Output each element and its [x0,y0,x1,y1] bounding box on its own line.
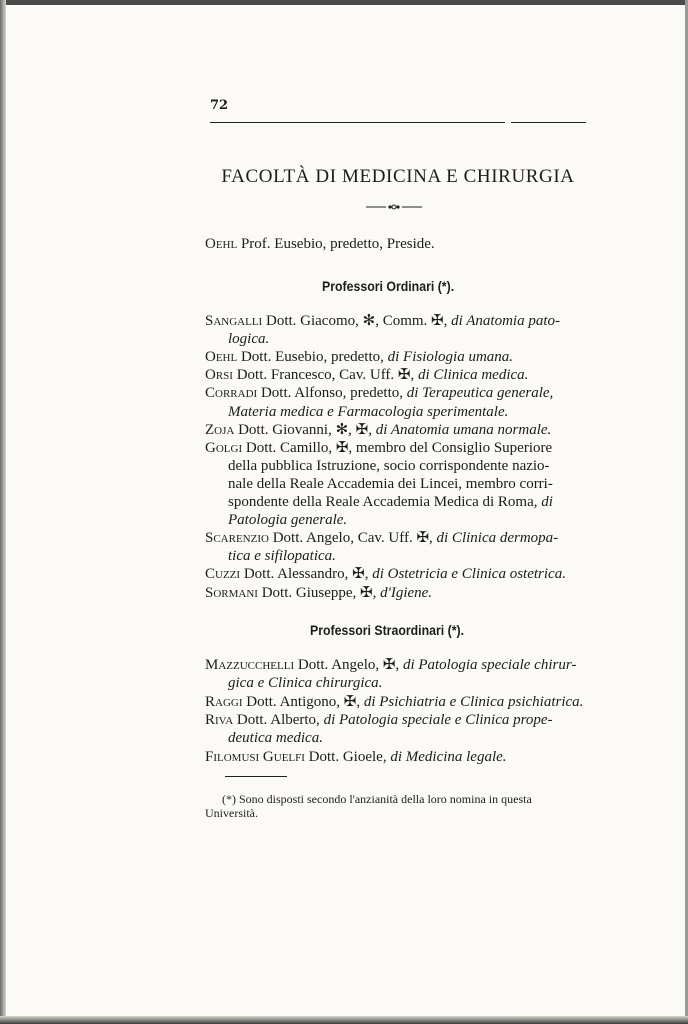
entry-line [205,312,560,330]
entry-line [205,748,507,766]
professor-surname: Corradi [205,385,258,402]
course-subject: di Medicina legale. [390,748,507,765]
entry-continuation-line [228,493,553,511]
course-subject: di Fisiologia umana. [387,349,514,366]
course-subject: di Patologia speciale chirur- [402,657,577,673]
professor-surname: Sormani [205,584,258,601]
entry-line [205,348,513,366]
entry-continuation-line [228,457,550,475]
entry-line [205,693,583,711]
professor-details: Dott. Giacomo, ✻, Comm. ✠, [262,313,452,329]
professor-details: spondente della Reale Accademia Medica di Roma, [228,494,542,510]
professor-details: Dott. Angelo, ✠, [294,657,403,673]
ornament-divider [364,203,424,211]
professor-surname: Mazzucchelli [205,657,295,673]
professor-surname: Filomusi Guelfi [205,748,305,765]
professor-surname: Oehl [205,349,238,366]
entry-line [205,384,553,402]
professor-surname: Sangalli [205,313,263,329]
professor-details: Dott. Angelo, Cav. Uff. ✠, [268,530,437,547]
professor-details: nale della Reale Accademia dei Lincei, membro corri- [228,475,553,492]
professor-surname: Orsi [205,367,233,384]
professor-surname: Cuzzi [205,566,241,583]
entry-line [205,584,432,602]
professor-details: Dott. Alfonso, predetto, [257,385,407,402]
course-subject: tica e sifilopatica. [228,548,336,565]
footnote-rule [225,776,287,777]
course-subject: di Clinica dermopa- [436,530,559,547]
professor-details: Dott. Giuseppe, ✠, [257,584,381,601]
course-subject: gica e Clinica chirurgica. [228,675,383,692]
entry-continuation-line [228,674,382,692]
faculty-title: FACOLTÀ DI MEDICINA E CHIRURGIA [221,166,575,187]
entry-continuation-line [228,475,553,493]
course-subject: di Ostetricia e Clinica ostetrica. [372,566,566,583]
course-subject: di Psichiatria e Clinica psichiatrica. [363,693,584,710]
professor-details: Dott. Antigono, ✠, [242,693,364,710]
professor-surname: Raggi [205,693,243,710]
professor-surname: Golgi [205,439,243,456]
course-subject: Patologia generale. [228,512,348,529]
page-edge-left [0,0,6,1024]
page-number: 72 [210,98,229,113]
course-subject: logica. [228,331,270,348]
entry-continuation-line [228,547,336,565]
entry-line [205,565,566,583]
professor-details: Dott. Francesco, Cav. Uff. ✠, [232,367,418,384]
professor-details: Dott. Alessandro, ✠, [240,566,373,583]
entry-continuation-line [228,403,508,421]
section-title-straordinari: Professori Straordinari (*). [310,622,465,638]
professor-details: Dott. Alberto, [233,711,324,728]
course-subject: di Anatomia umana normale. [375,421,552,438]
professor-details: della pubblica Istruzione, socio corrispondente nazio- [228,457,550,474]
professor-surname: Riva [205,711,234,728]
professor-details: Dott. Gioele, [304,748,391,765]
course-subject: di Terapeutica generale, [406,385,554,402]
entry-line [205,421,551,439]
footnote-line-1: (*) Sono disposti secondo l'anzianità della loro nomina in questa [222,792,532,806]
professor-details: Dott. Giovanni, ✻, ✠, [234,421,376,438]
entry-continuation-line [228,729,323,747]
section-title-ordinari: Professori Ordinari (*). [322,278,455,294]
entry-line [205,366,528,384]
professor-surname: Zoja [205,421,235,438]
header-rule [210,122,586,123]
course-subject: di [541,494,553,510]
professor-details: Dott. Camillo, ✠, membro del Consiglio Superiore [242,439,553,456]
professor-details: Dott. Eusebio, predetto, [237,349,388,366]
page-edge-bottom [0,1016,688,1024]
entry-continuation-line [228,511,347,529]
preside-details: Prof. Eusebio, predetto, Preside. [240,236,435,252]
course-subject: deutica medica. [228,730,323,747]
entry-continuation-line [228,330,269,348]
course-subject: di Anatomia pato- [451,313,561,329]
course-subject: di Clinica medica. [418,367,529,384]
header-rule-gap [505,120,511,125]
professor-surname: Scarenzio [205,530,269,547]
preside-surname: Oehl [205,236,238,252]
entry-line [205,711,553,729]
entry-line [205,656,576,674]
page-edge-top [0,0,688,5]
entry-line [205,439,552,457]
course-subject: Materia medica e Farmacologia sperimentale. [228,403,509,420]
preside-line [205,235,435,253]
footnote-line-2: Università. [205,806,258,820]
course-subject: di Patologia speciale e Clinica prope- [323,711,553,728]
entry-line [205,529,558,547]
course-subject: d'Igiene. [380,584,433,601]
